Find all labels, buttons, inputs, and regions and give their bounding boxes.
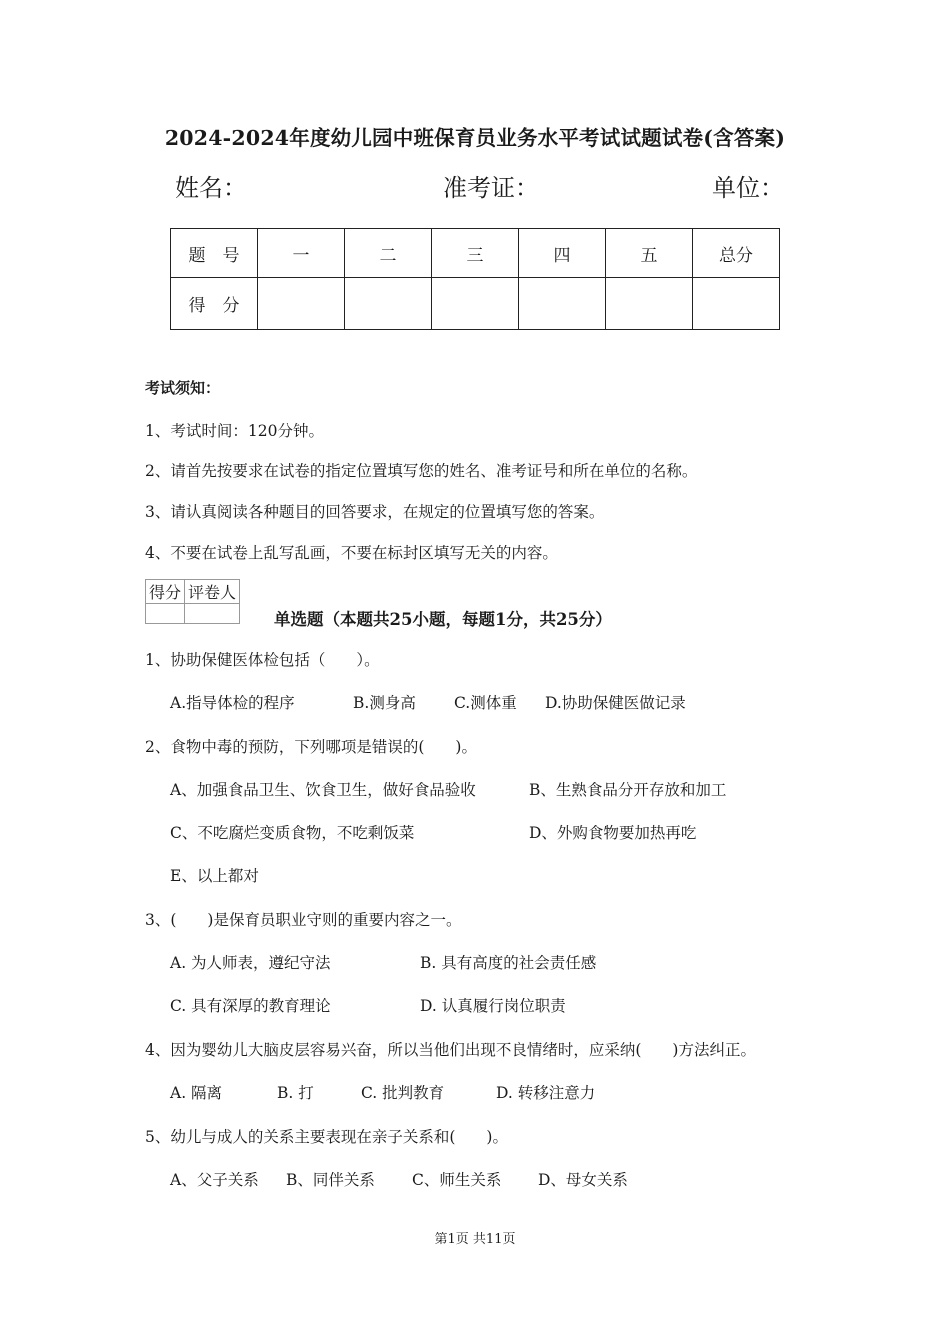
option: B、生熟食品分开存放和加工	[529, 781, 727, 799]
question-stem: 3、( )是保育员职业守则的重要内容之一。	[145, 911, 462, 929]
score-table-cell: 得 分	[171, 278, 258, 330]
score-input-cell	[606, 278, 693, 330]
score-table-cell: 四	[519, 229, 606, 278]
option: D. 认真履行岗位职责	[420, 997, 566, 1015]
option: C.测体重	[454, 694, 517, 712]
option: B. 具有高度的社会责任感	[420, 954, 597, 972]
score-table	[170, 228, 780, 330]
grader-reviewer-label: 评卷人	[185, 580, 240, 604]
unit-label: 单位：	[712, 174, 784, 202]
score-table-header-row	[171, 229, 780, 278]
notice-item: 1、考试时间：120分钟。	[145, 422, 324, 440]
score-input-cell	[693, 278, 780, 330]
exam-number-label: 准考证：	[443, 174, 539, 202]
name-label: 姓名：	[175, 174, 247, 202]
option: B.测身高	[353, 694, 416, 712]
grader-score-cell	[146, 604, 185, 624]
option: A、加强食品卫生、饮食卫生，做好食品验收	[170, 781, 476, 799]
score-table-cell: 五	[606, 229, 693, 278]
notice-item: 3、请认真阅读各种题目的回答要求，在规定的位置填写您的答案。	[145, 503, 605, 521]
notice-item: 4、不要在试卷上乱写乱画，不要在标封区填写无关的内容。	[145, 544, 558, 562]
score-table-cell: 题 号	[171, 229, 258, 278]
score-input-cell	[345, 278, 432, 330]
option: D.协助保健医做记录	[545, 694, 686, 712]
page-footer: 第1页 共11页	[434, 1232, 516, 1247]
option: A.指导体检的程序	[170, 694, 295, 712]
grader-table	[145, 579, 240, 624]
grader-reviewer-cell	[185, 604, 240, 624]
question-stem: 1、协助保健医体检包括（ ）。	[145, 651, 380, 669]
option: B、同伴关系	[286, 1171, 375, 1189]
option: A. 隔离	[170, 1084, 223, 1102]
grader-score-label: 得分	[146, 580, 185, 604]
option: C. 批判教育	[361, 1084, 445, 1102]
question-stem: 4、因为婴幼儿大脑皮层容易兴奋，所以当他们出现不良情绪时，应采纳( )方法纠正。	[145, 1041, 756, 1059]
score-table-score-row	[171, 278, 780, 330]
option: D、外购食物要加热再吃	[529, 824, 697, 842]
section-title: 单选题（本题共25小题，每题1分，共25分）	[274, 610, 612, 629]
option: D. 转移注意力	[496, 1084, 596, 1102]
option: A. 为人师表，遵纪守法	[170, 954, 331, 972]
score-table-cell: 二	[345, 229, 432, 278]
option: B. 打	[277, 1084, 314, 1102]
option: E、以上都对	[170, 867, 259, 885]
notice-heading: 考试须知：	[145, 379, 221, 397]
question-stem: 2、食物中毒的预防，下列哪项是错误的( )。	[145, 738, 477, 756]
notice-item: 2、请首先按要求在试卷的指定位置填写您的姓名、准考证号和所在单位的名称。	[145, 462, 698, 480]
score-input-cell	[519, 278, 606, 330]
option: A、父子关系	[170, 1171, 259, 1189]
question-stem: 5、幼儿与成人的关系主要表现在亲子关系和( )。	[145, 1128, 508, 1146]
score-table-cell: 一	[258, 229, 345, 278]
score-table-cell: 总分	[693, 229, 780, 278]
option: C、不吃腐烂变质食物，不吃剩饭菜	[170, 824, 415, 842]
score-table-cell: 三	[432, 229, 519, 278]
score-input-cell	[258, 278, 345, 330]
page-title: 2024-2024年度幼儿园中班保育员业务水平考试试题试卷(含答案)	[164, 126, 786, 150]
option: D、母女关系	[538, 1171, 628, 1189]
option: C、师生关系	[412, 1171, 502, 1189]
option: C. 具有深厚的教育理论	[170, 997, 331, 1015]
score-input-cell	[432, 278, 519, 330]
